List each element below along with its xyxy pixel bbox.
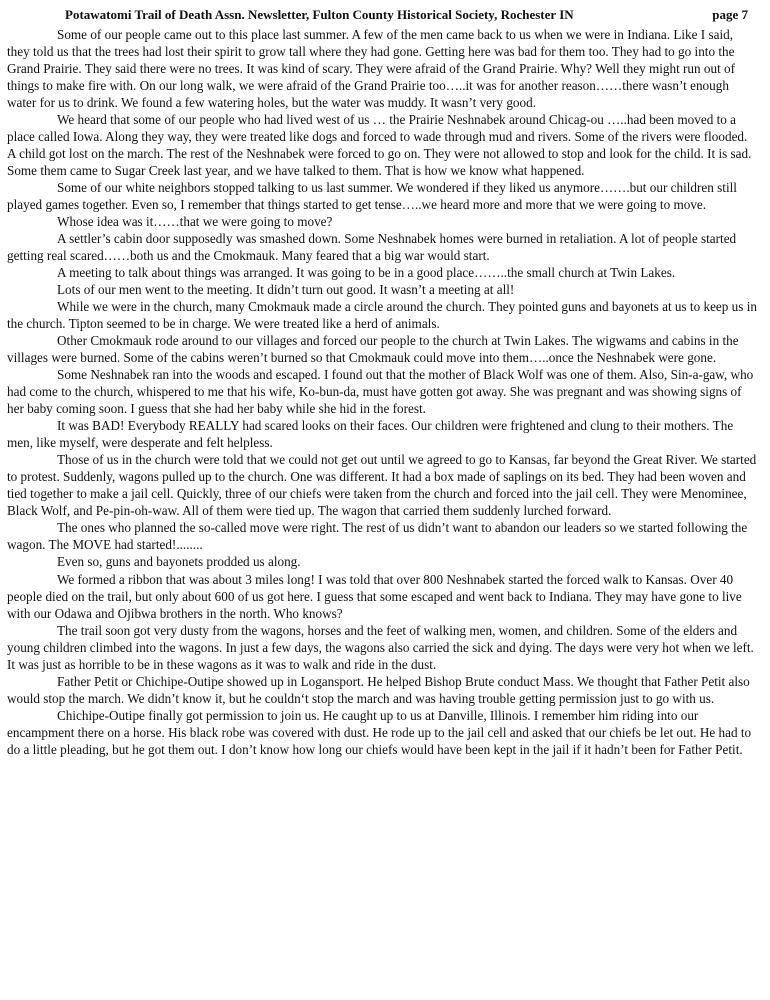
article-body [7, 26, 758, 758]
paragraph: A settler’s cabin door supposedly was smashed down. Some Neshnabek homes were burned in retaliation. A lot of people started getting real scared……both us and the Cmokmauk. Many feared that a big war would start. [7, 231, 737, 264]
paragraph: Even so, guns and bayonets prodded us along. [57, 554, 301, 570]
paragraph: We formed a ribbon that was about 3 miles long! I was told that over 800 Neshnabek started the forced walk to Kansas. Over 40 people died on the trail, but only about 600 of us got here. I guess that some escaped and went back to Indiana. They may have gone to live with our Odawa and Ojibwa brothers in the north. Who knows? [7, 571, 742, 621]
paragraph: Chichipe-Outipe finally got permission to join us. He caught up to us at Danville, Illinois. I remember him riding into our encampment there on a horse. His black robe was covered with dust. He rode up to the jail cell and asked that our chiefs be let out. He had to do a little pleading, but he got them out. I don’t know how long our chiefs would have been kept in the jail if it hadn’t been for Father Petit. [7, 707, 752, 757]
paragraph: While we were in the church, many Cmokmauk made a circle around the church. They pointed guns and bayonets at us to keep us in the church. Tipton seemed to be in charge. We were treated like a herd of animals. [7, 299, 757, 332]
paragraph: Father Petit or Chichipe-Outipe showed up in Logansport. He helped Bishop Brute conduct Mass. We thought that Father Petit also would stop the march. We didn’t know it, but he couldn‘t stop the march and was having trouble getting permission just to go with us. [7, 673, 750, 706]
paragraph: Some Neshnabek ran into the woods and escaped. I found out that the mother of Black Wolf was one of them. Also, Sin-a-gaw, who had come to the church, whispered to me that his wife, Ko-bun-da, must have gotten got away. She was pregnant and was showing signs of her baby coming soon. I guess that she had her baby while she hid in the forest. [7, 367, 754, 417]
paragraph: The trail soon got very dusty from the wagons, horses and the feet of walking men, women, and children. Some of the elders and young children climbed into the wagons. In just a few days, the wagons also carried the sick and dying. The days were very hot when we left. It was just as horrible to be in these wagons as it was to walk and ride in the dust. [7, 622, 754, 672]
paragraph: We heard that some of our people who had lived west of us … the Prairie Neshnabek around Chicag-ou …..had been moved to a place called Iowa. Along they way, they were treated like dogs and forced to wade through mud and rivers. Some of the rivers were flooded. A child got lost on the march. The rest of the Neshnabek were forced to go on. They were not allowed to stop and look for the child. It is sad. Some them came to Sugar Creek last year, and we have talked to them. That is how we know what happened. [7, 112, 752, 179]
paragraph: Other Cmokmauk rode around to our villages and forced our people to the church at Twin Lakes. The wigwams and cabins in the villages were burned. Some of the cabins weren’t burned so that Cmokmauk could move into them…..once the Neshnabek were gone. [7, 333, 739, 366]
page-header [7, 4, 758, 26]
paragraph: Some of our people came out to this place last summer. A few of the men came back to us when we were in Indiana. Like I said, they told us that the trees had lost their spirit to grow tall where they had gone. Getting here was bad for them too. They had to go into the Grand Prairie. They said there were no trees. It was kind of scary. They were afraid of the Grand Prairie. Why? Well they might run out of things to make fire with. On our long walk, we were afraid of the Grand Prairie too…..it was for another reason……there wasn’t enough water for us to drink. We found a few watering holes, but the water was muddy. It wasn’t very good. [7, 27, 736, 111]
paragraph: Whose idea was it……that we were going to move? [57, 214, 333, 230]
paragraph: Those of us in the church were told that we could not get out until we agreed to go to Kansas, far beyond the Great River. We started to protest. Suddenly, wagons pulled up to the church. One was different. It had a box made of saplings on its bed. They had been woven and tied together to make a jail cell. Quickly, three of our chiefs were taken from the church and forced into the jail cell. They were Menominee, Black Wolf, and Pe-pin-oh-waw. All of them were tied up. The wagon that carried them suddenly lurched forward. [7, 452, 757, 519]
paragraph: The ones who planned the so-called move were right. The rest of us didn’t want to abandon our leaders so we started following the wagon. The MOVE had started!........ [7, 520, 748, 553]
paragraph: Lots of our men went to the meeting. It didn’t turn out good. It wasn’t a meeting at all! [57, 282, 515, 298]
page-number: page 7 [712, 7, 748, 22]
paragraph: It was BAD! Everybody REALLY had scared looks on their faces. Our children were frightened and clung to their mothers. The men, like myself, were desperate and felt helpless. [7, 418, 734, 451]
paragraph: Some of our white neighbors stopped talking to us last summer. We wondered if they liked us anymore…….but our children still played games together. Even so, I remember that things started to get tense…..we heard more and more that we were going to move. [7, 180, 737, 213]
paragraph: A meeting to talk about things was arranged. It was going to be in a good place……..the small church at Twin Lakes. [57, 265, 676, 281]
newsletter-title: Potawatomi Trail of Death Assn. Newsletter, Fulton County Historical Society, Rochester IN [65, 7, 574, 22]
